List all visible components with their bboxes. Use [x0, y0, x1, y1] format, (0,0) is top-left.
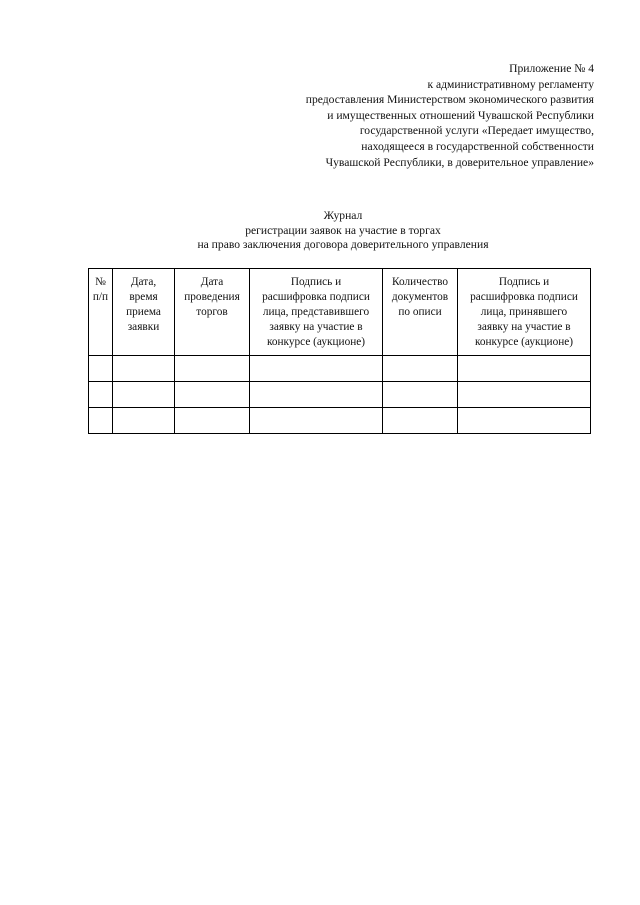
- table-cell: [383, 382, 458, 408]
- table-cell: [250, 382, 383, 408]
- appendix-line: и имущественных отношений Чувашской Республики: [327, 108, 594, 122]
- journal-title: [0, 209, 640, 253]
- table-cell: [458, 356, 591, 382]
- table-cell: [89, 408, 113, 434]
- title-line: регистрации заявок на участие в торгах: [245, 223, 441, 237]
- table-cell: [175, 356, 250, 382]
- table-cell: [458, 408, 591, 434]
- table-cell: [175, 382, 250, 408]
- header-document-count: Количество документов по описи: [383, 269, 458, 356]
- header-date-time: Дата, время приема заявки: [113, 269, 175, 356]
- title-line: Журнал: [323, 209, 363, 222]
- appendix-line: Приложение № 4: [509, 62, 594, 75]
- header-auction-date: Дата проведения торгов: [175, 269, 250, 356]
- table-cell: [250, 356, 383, 382]
- appendix-block: [254, 61, 594, 170]
- appendix-line: государственной услуги «Передает имущество,: [359, 124, 594, 138]
- table-cell: [175, 408, 250, 434]
- table-cell: [383, 408, 458, 434]
- header-number: № п/п: [89, 269, 113, 356]
- table-cell: [89, 382, 113, 408]
- appendix-line: к административному регламенту: [427, 77, 594, 91]
- appendix-line: находящееся в государственной собственности: [361, 139, 594, 153]
- table-cell: [250, 408, 383, 434]
- appendix-line: Чувашской Республики, в доверительное управление»: [325, 155, 594, 169]
- registration-journal-table: [88, 268, 591, 434]
- title-line: на право заключения договора доверительного управления: [197, 238, 489, 251]
- table-cell: [113, 408, 175, 434]
- table-cell: [113, 356, 175, 382]
- table-cell: [89, 356, 113, 382]
- appendix-line: предоставления Министерством экономического развития: [305, 93, 594, 107]
- table-cell: [113, 382, 175, 408]
- table-row: [89, 382, 591, 408]
- table-cell: [458, 382, 591, 408]
- table-header-row: [89, 269, 591, 356]
- table-row: [89, 408, 591, 434]
- table-row: [89, 356, 591, 382]
- header-receiver-signature: Подпись и расшифровка подписи лица, принявшего заявку на участие в конкурсе (аукционе): [458, 269, 591, 356]
- header-submitter-signature: Подпись и расшифровка подписи лица, представившего заявку на участие в конкурсе (аукционе): [250, 269, 383, 356]
- table-cell: [383, 356, 458, 382]
